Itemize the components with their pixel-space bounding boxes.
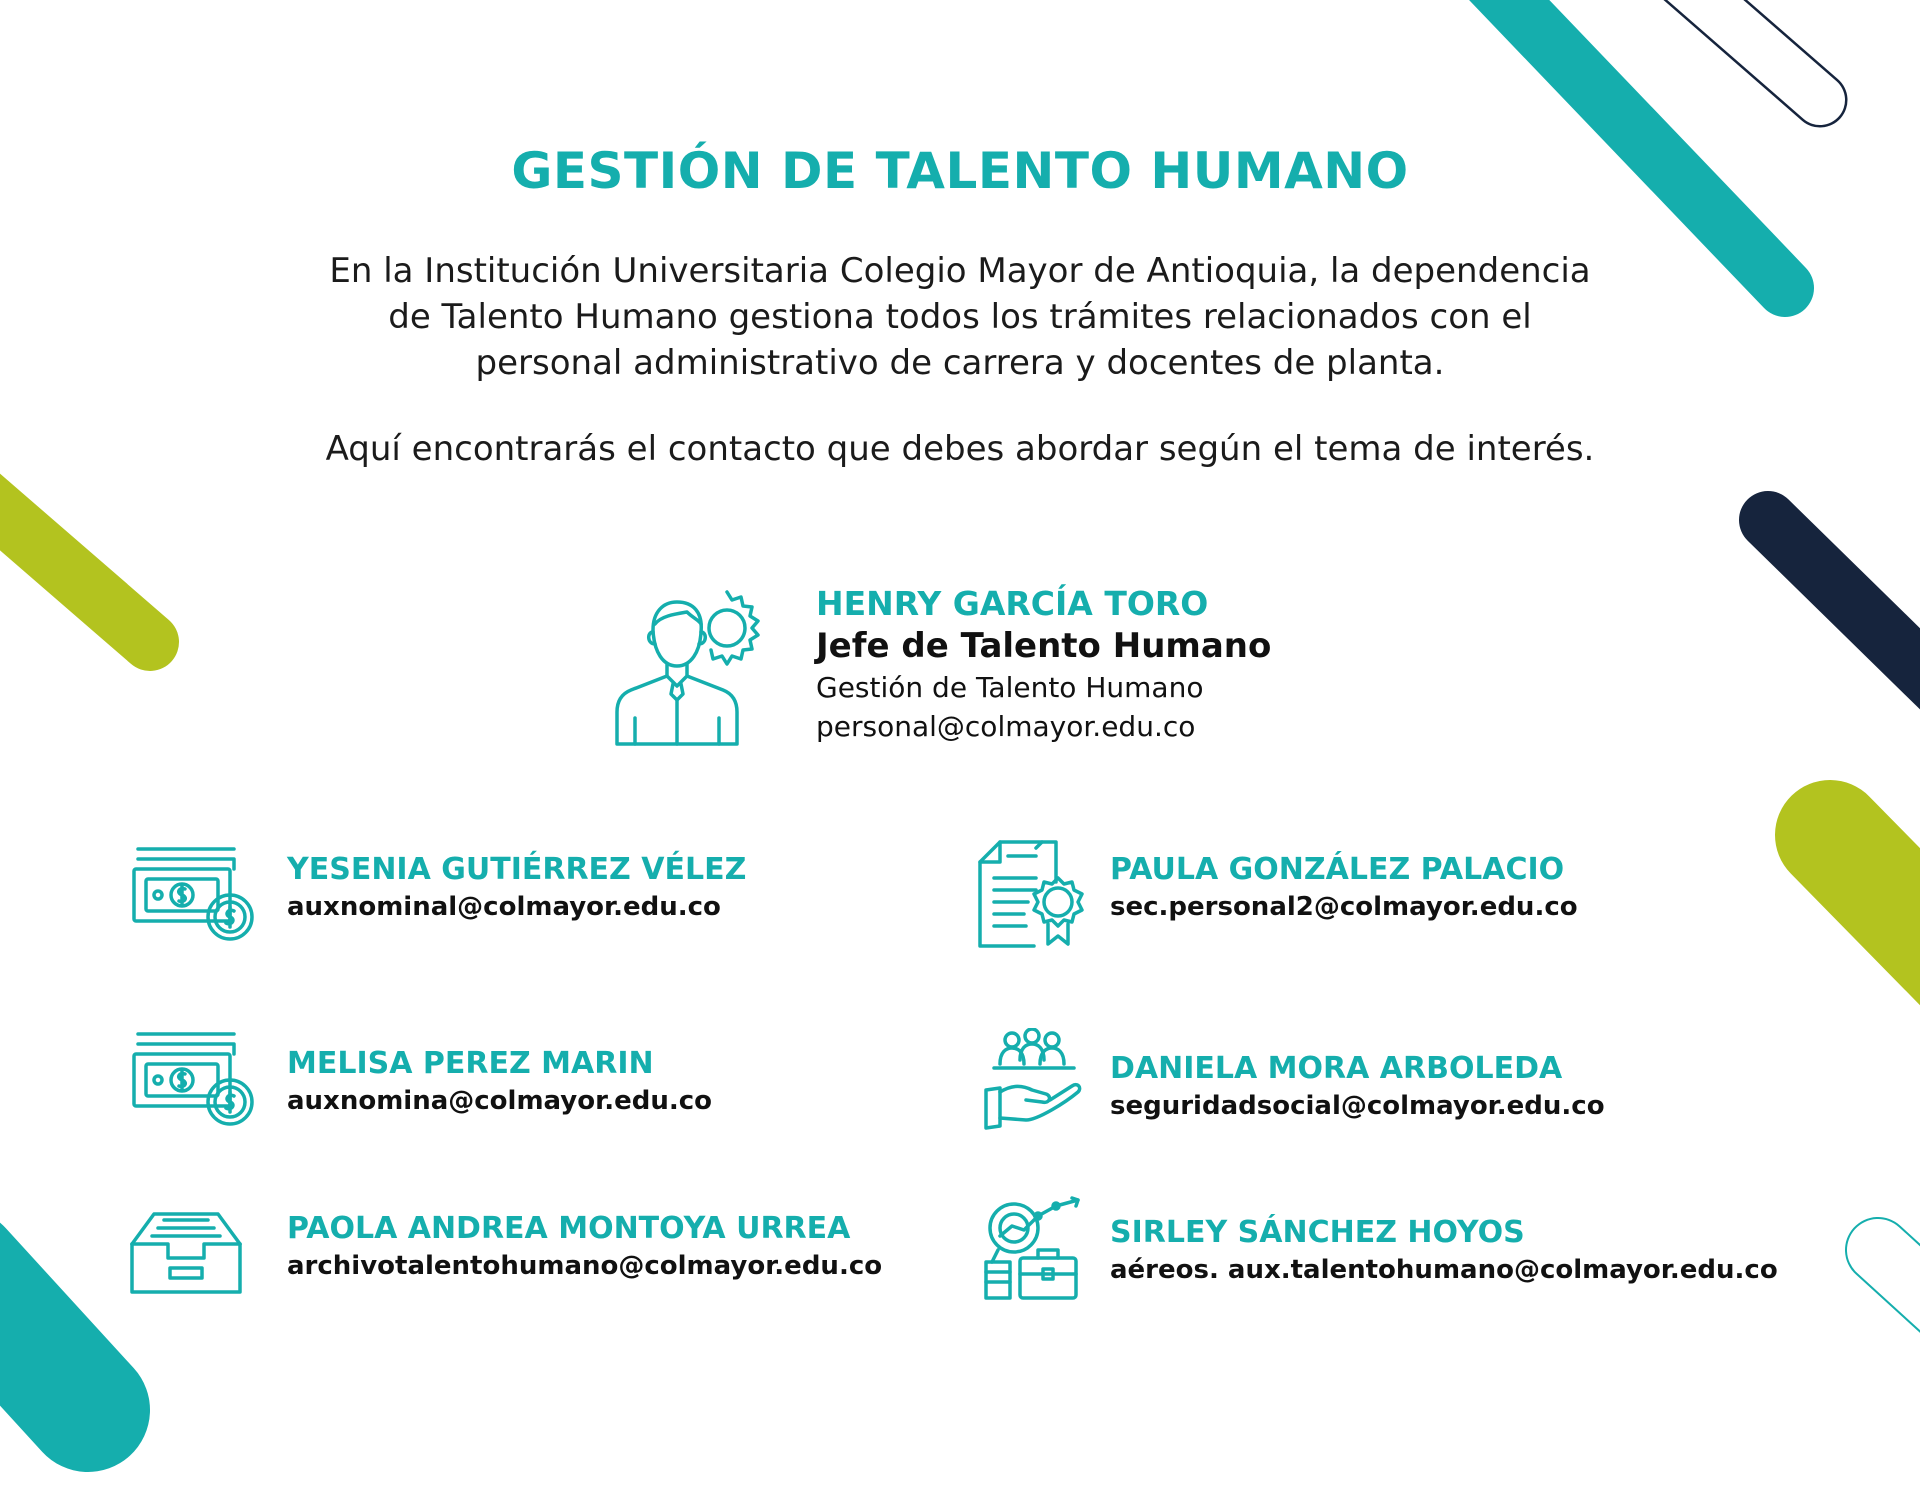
payroll-money-icon — [130, 1030, 258, 1130]
contact-name: DANIELA MORA ARBOLEDA — [1110, 1051, 1563, 1086]
contact-email-link[interactable]: auxnominal@colmayor.edu.co — [287, 892, 721, 922]
contact-email-link[interactable]: auxnomina@colmayor.edu.co — [287, 1086, 712, 1116]
social-security-hand-icon — [980, 1028, 1084, 1132]
contact-name: PAULA GONZÁLEZ PALACIO — [1110, 852, 1565, 887]
contact-email-link[interactable]: sec.personal2@colmayor.edu.co — [1110, 892, 1578, 922]
contact-email-link[interactable]: aéreos. aux.talentohumano@colmayor.edu.co — [1110, 1255, 1778, 1285]
contact-name: MELISA PEREZ MARIN — [287, 1046, 654, 1081]
contact-name: PAOLA ANDREA MONTOYA URREA — [287, 1211, 851, 1246]
deco-teal-bar-bottom-left — [0, 1270, 88, 1410]
contact-email-link[interactable]: seguridadsocial@colmayor.edu.co — [1110, 1091, 1605, 1121]
intro-instruction: Aquí encontrarás el contacto que debes abordar según el tema de interés. — [325, 429, 1595, 469]
contact-name: SIRLEY SÁNCHEZ HOYOS — [1110, 1215, 1525, 1250]
certificate-document-icon — [974, 838, 1090, 953]
deco-lime-bar-right — [1830, 835, 1920, 998]
manager-gear-icon — [605, 578, 773, 748]
head-role: Jefe de Talento Humano — [816, 626, 1272, 666]
intro-line: En la Institución Universitaria Colegio Mayor de Antioquia, la dependencia — [329, 251, 1591, 291]
payroll-money-icon — [130, 845, 258, 945]
archive-drawer-icon — [128, 1206, 244, 1298]
head-department: Gestión de Talento Humano — [816, 671, 1204, 704]
intro-paragraph — [260, 248, 1660, 386]
deco-navy-bar-right — [1768, 520, 1920, 708]
page-title: GESTIÓN DE TALENTO HUMANO — [511, 142, 1409, 200]
intro-line: de Talento Humano gestiona todos los trámites relacionados con el — [388, 297, 1532, 337]
head-name: HENRY GARCÍA TORO — [816, 584, 1209, 623]
head-contact-card — [816, 584, 1271, 746]
career-search-icon — [980, 1196, 1084, 1302]
intro-line: personal administrativo de carrera y docentes de planta. — [475, 343, 1445, 383]
head-email-link[interactable]: personal@colmayor.edu.co — [816, 710, 1196, 743]
deco-lime-bar-left — [0, 460, 150, 642]
contact-name: YESENIA GUTIÉRREZ VÉLEZ — [287, 852, 747, 887]
contact-email-link[interactable]: archivotalentohumano@colmayor.edu.co — [287, 1251, 883, 1281]
